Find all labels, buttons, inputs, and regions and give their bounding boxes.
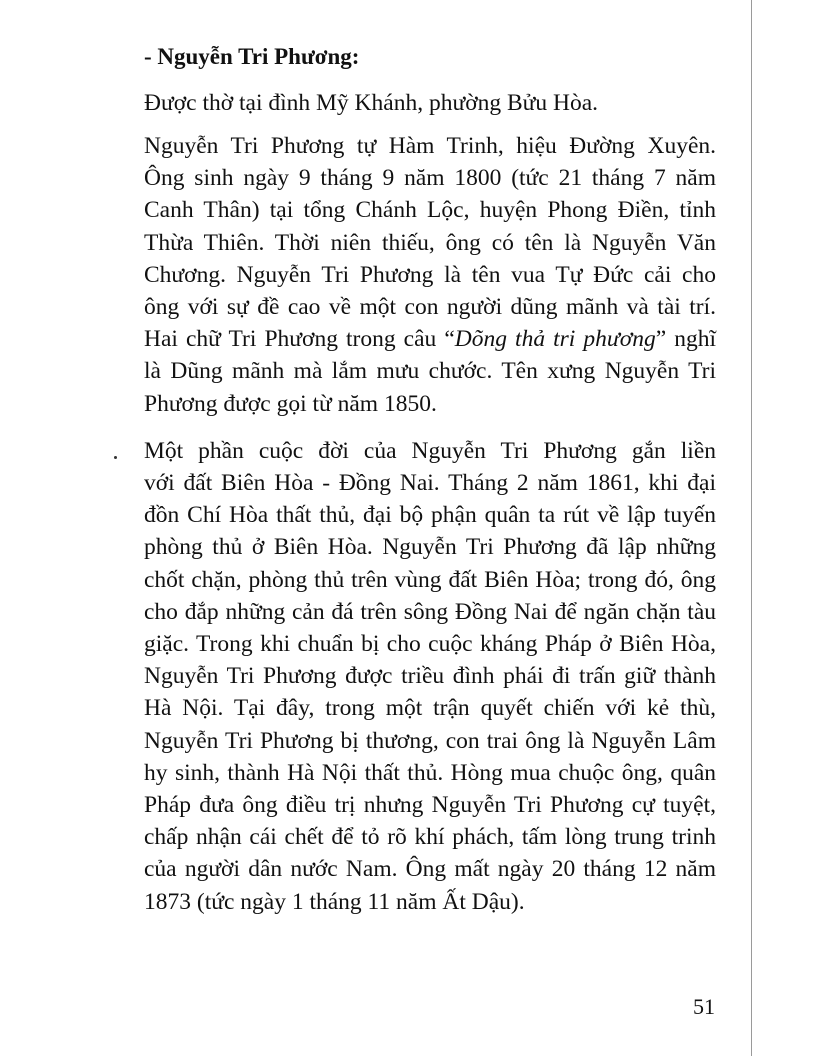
text-line: hy sinh, thành Hà Nội thất thủ. Hòng mua chuộc ông, quân: [144, 759, 716, 786]
text-line: Thừa Thiên. Thời niên thiếu, ông có tên là Nguyễn Văn: [144, 229, 716, 256]
text-line: Nguyễn Tri Phương bị thương, con trai ông là Nguyễn Lâm: [144, 727, 716, 754]
text-line: Pháp đưa ông điều trị nhưng Nguyễn Tri Phương cự tuyệt,: [144, 792, 716, 819]
text-line: chấp nhận cái chết để tỏ rõ khí phách, tấm lòng trung trinh: [144, 824, 716, 851]
text-line: chốt chặn, phòng thủ trên vùng đất Biên Hòa; trong đó, ông: [144, 566, 716, 593]
biography-paragraph: [104, 130, 716, 420]
text-line-with-quote: [104, 323, 716, 355]
text-line: giặc. Trong khi chuẩn bị cho cuộc kháng Pháp ở Biên Hòa,: [144, 631, 716, 658]
text-line: ông với sự đề cao về một con người dũng mãnh và tài trí.: [144, 294, 716, 321]
page-edge-line: [751, 0, 752, 1056]
text-line: Canh Thân) tại tổng Chánh Lộc, huyện Phong Điền, tỉnh: [144, 197, 716, 224]
text-line: đồn Chí Hòa thất thủ, đại bộ phận quân ta rút về lập tuyến: [144, 502, 716, 529]
quote-lead-text: Hai chữ Tri Phương trong câu “: [144, 326, 455, 353]
page-body: [104, 36, 716, 933]
text-line: Nguyễn Tri Phương được triều đình phái đi trấn giữ thành: [144, 663, 716, 690]
worship-location-line: Được thờ tại đình Mỹ Khánh, phường Bửu Hòa.: [144, 90, 599, 116]
text-line: phòng thủ ở Biên Hòa. Nguyễn Tri Phương đã lập những: [144, 534, 716, 561]
text-line: Chương. Nguyễn Tri Phương là tên vua Tự Đức cải cho: [144, 261, 716, 288]
text-line: của người dân nước Nam. Ông mất ngày 20 tháng 12 năm: [144, 856, 716, 883]
text-line: Phương được gọi từ năm 1850.: [144, 390, 437, 417]
quote-tail-text: ” nghĩ: [655, 326, 717, 353]
text-line: Một phần cuộc đời của Nguyễn Tri Phương gắn liền: [144, 437, 716, 464]
text-line: với đất Biên Hòa - Đồng Nai. Tháng 2 năm 1861, khi đại: [144, 470, 716, 497]
text-line: 1873 (tức ngày 1 tháng 11 năm Ất Dậu).: [144, 888, 525, 915]
text-line: Hà Nội. Tại đây, trong một trận quyết chiến với kẻ thù,: [144, 695, 716, 722]
quoted-phrase: Dõng thả tri phương: [454, 326, 656, 353]
section-heading: - Nguyễn Tri Phương:: [144, 44, 360, 69]
text-line: cho đắp những cản đá trên sông Đồng Nai để ngăn chặn tàu: [144, 598, 716, 625]
page-number: 51: [693, 994, 715, 1019]
bien-hoa-paragraph: [104, 435, 716, 918]
text-line: Nguyễn Tri Phương tự Hàm Trinh, hiệu Đường Xuyên.: [144, 133, 716, 159]
text-line: Ông sinh ngày 9 tháng 9 năm 1800 (tức 21 tháng 7 năm: [144, 165, 716, 192]
text-line: là Dũng mãnh mà lắm mưu chước. Tên xưng Nguyễn Tri: [144, 358, 716, 385]
